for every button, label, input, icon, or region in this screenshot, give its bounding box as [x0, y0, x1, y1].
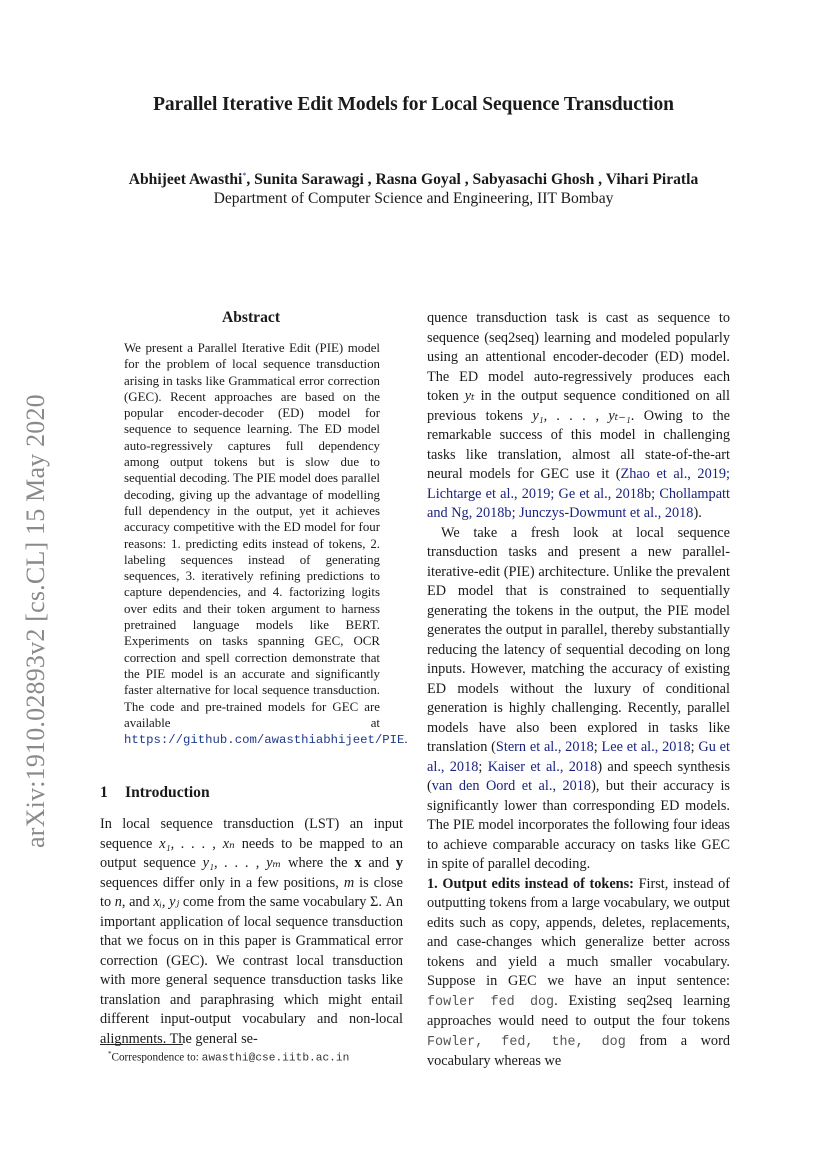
text-run: needs to be mapped to an output sequence: [100, 835, 403, 871]
math-inline: y₁, . . . , yₜ₋₁: [532, 407, 631, 424]
text-run: from a word vocabulary whereas we: [427, 1032, 730, 1069]
text-run: ).: [693, 505, 702, 521]
arxiv-stamp: arXiv:1910.02893v2 [cs.CL] 15 May 2020: [21, 394, 50, 848]
section-number: 1: [100, 784, 108, 801]
paper-title: Parallel Iterative Edit Models for Local Sequence Transduction: [153, 94, 674, 115]
text-run: ;: [593, 739, 602, 755]
text-run: . Existing seq2seq learning approaches would need to output the four tokens: [427, 992, 731, 1029]
math-inline: y: [395, 855, 404, 871]
math-inline: y₁, . . . , yₘ: [202, 855, 282, 871]
contact-email[interactable]: awasthi@cse.iitb.ac.in: [201, 1052, 350, 1065]
text-run: sequences differ only in a few positions,: [100, 874, 344, 891]
text-run: ;: [690, 739, 699, 755]
text-run: and: [361, 855, 396, 871]
intro-left-column: [100, 815, 403, 1049]
text-run: is close to: [100, 874, 404, 910]
intro-paragraph-1: [100, 815, 403, 1049]
text-run: In local sequence transduction (LST) an input sequence: [100, 816, 403, 852]
footnote-marker[interactable]: *: [242, 171, 247, 180]
citation-link[interactable]: Lee et al., 2018: [601, 739, 691, 755]
citation-link[interactable]: Kaiser et al., 2018: [487, 758, 598, 775]
citation-link[interactable]: Gu et al., 2018: [427, 739, 730, 775]
math-inline: m: [343, 874, 355, 891]
text-run: in the output sequence conditioned on all previous tokens: [427, 388, 730, 424]
text-run: ) and speech synthesis (: [427, 758, 731, 794]
abstract-text: We present a Parallel Iterative Edit (PIE) model for the problem of local sequence transduction arising in tasks like Grammatical error correction (GEC). Recent approaches are based on the popular encoder-decoder (ED) model for sequence to sequence learning. The ED model auto-regressively captures full dependency among output tokens but is slow due to sequential decoding. The PIE model does parallel decoding, giving up the advantage of modelling full dependency in the output, yet it achieves accuracy competitive with the ED model for four reasons: 1. predicting edits instead of tokens, 2. labeling sequences instead of generating sequences, 3. iteratively refining predictions to capture dependencies, and 4. factorizing logits over edits and their token argument to harness pretrained language models like BERT. Experiments on tasks spanning GEC, OCR correction and spell correction demonstrate that the PIE model is an accurate and significantly faster alternative for local sequence transduction. The code and pre-trained models for GEC are available at: [124, 341, 380, 730]
author-rest: , Sunita Sarawagi , Rasna Goyal , Sabyasachi Ghosh , Vihari Piratla: [246, 171, 699, 189]
math-inline: xᵢ, yⱼ: [153, 894, 180, 910]
intro-paragraph-3: [427, 875, 730, 1072]
text-run: We take a fresh look at local sequence transduction tasks and present a new parallel-iterative-edit (PIE) architecture. Unlike the prevalent ED model that is constrained to sequentially generating the tokens in the output, the PIE model generates the output in parallel, thereby substantially reducing the latency of sequential decoding on long inputs. However, matching the accuracy of existing ED models without the luxury of conditional generation is highly challenging. Recently, parallel models have also been explored in tasks like translation (: [427, 524, 730, 755]
code-inline: Fowler, fed, the, dog: [427, 1034, 626, 1050]
abstract-end: .: [404, 732, 408, 747]
footnote-mark: *: [108, 1050, 112, 1058]
footnote-label: Correspondence to:: [111, 1051, 202, 1064]
text-run: . Owing to the remarkable success of this model in challenging tasks like translation, almost all state-of-the-art neural models for GEC use it (: [427, 407, 731, 482]
code-link[interactable]: https://github.com/awasthiabhijeet/PIE: [124, 733, 405, 748]
intro-right-column: [427, 309, 730, 1072]
citation-link[interactable]: Stern et al., 2018: [495, 739, 594, 755]
text-run: ;: [478, 758, 488, 775]
math-inline: yₜ: [464, 388, 475, 404]
intro-paragraph-1-cont: [427, 309, 730, 524]
text-run: where the: [281, 855, 355, 871]
math-inline: x: [354, 855, 362, 871]
abstract-heading: Abstract: [221, 309, 281, 326]
text-run: First, instead of outputting tokens from a large vocabulary, we output edits such as copy, appends, deletes, replacements, and case-changes which generalize better across tokens and yield a much smaller vocabulary. Suppose in GEC we have an input sentence:: [427, 875, 730, 989]
text-run: ), but their accuracy is significantly lower than corresponding ED models. The PIE model incorporates the following four ideas to achieve comparable accuracy on tasks like GEC in spite of parallel decoding.: [427, 778, 730, 872]
section-title: Introduction: [125, 784, 210, 801]
citation-link[interactable]: van den Oord et al., 2018: [431, 778, 592, 794]
affiliation: Department of Computer Science and Engineering, IIT Bombay: [213, 190, 614, 207]
footnote: [108, 1047, 408, 1066]
author-first: Abhijeet Awasthi: [128, 171, 243, 189]
math-inline: x₁, . . . , xₙ: [159, 835, 235, 852]
text-run: come from the same vocabulary Σ. An important application of local sequence transduction that we focus on in this paper is Grammatical error correction (GEC). We contrast local transduction with more general sequence transduction tasks like translation and paraphrasing which might entail different input-output vocabulary and non-local alignments. The general se-: [100, 894, 403, 1047]
author-list: [0, 171, 827, 189]
math-inline: n: [114, 894, 122, 910]
footnote-divider: [100, 1044, 183, 1045]
code-inline: fowler fed dog: [427, 994, 555, 1010]
section-heading-introduction: [100, 784, 400, 802]
intro-paragraph-2: [427, 524, 730, 875]
text-run: , and: [121, 894, 154, 910]
abstract-body: [124, 340, 408, 748]
citation-link[interactable]: Zhao et al., 2019; Lichtarge et al., 2019; Ge et al., 2018b; Chollampatt and Ng, 2018b; Junczys-Dowmunt et al., 2018: [427, 466, 730, 521]
text-run: quence transduction task is cast as sequence to sequence (seq2seq) learning and modeled popularly using an attentional encoder-decoder (ED) model. The ED model auto-regressively produces each token: [427, 310, 730, 404]
idea-heading: 1. Output edits instead of tokens:: [427, 875, 634, 892]
